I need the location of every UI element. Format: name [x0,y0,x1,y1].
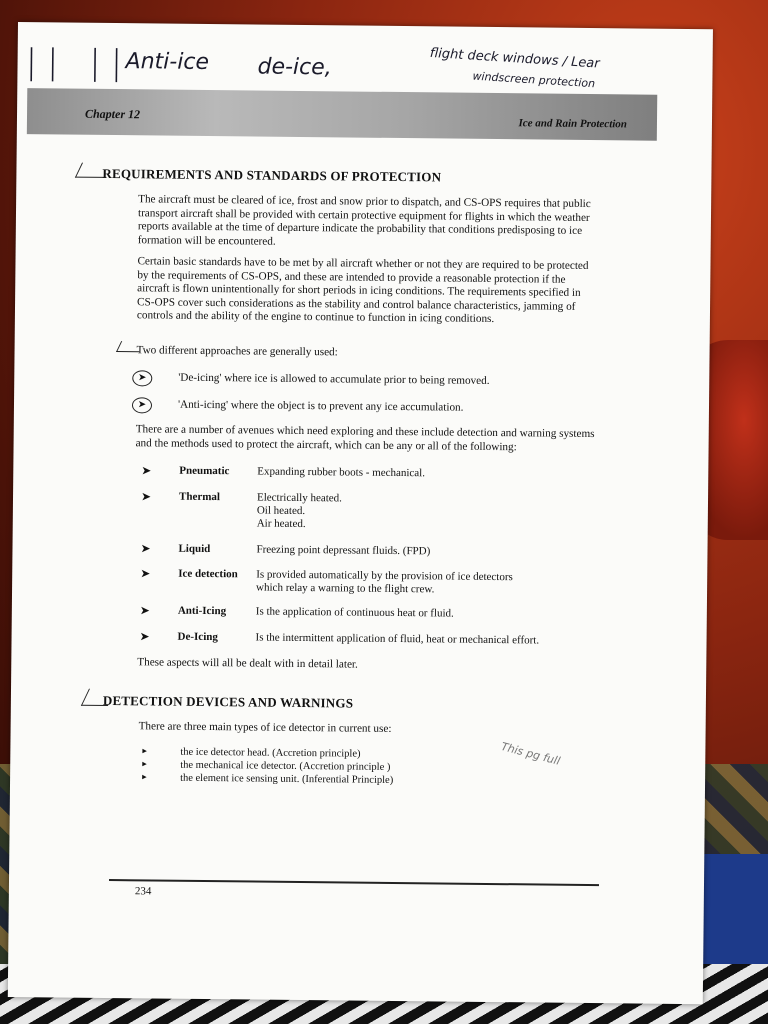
detection-intro: There are three main types of ice detector in current use: [138,720,392,735]
method-term: Anti-Icing [177,604,227,618]
method-term: Liquid [178,542,211,556]
paragraph-closing: These aspects will all be dealt with in detail later. [137,656,358,671]
chapter-label: Chapter 12 [84,106,141,122]
arrow-bullet-icon: ➤ [141,463,152,478]
handwritten-note-de-ice: de-ice, [257,54,332,81]
circled-arrow-icon: ➤ [132,370,152,386]
section-heading-requirements: REQUIREMENTS AND STANDARDS OF PROTECTION [102,165,442,185]
handwritten-note-flight-deck: flight deck windows / Lear [429,45,601,72]
arrow-bullet-icon: ➤ [139,603,150,618]
paragraph-clearance: The aircraft must be cleared of ice, frost and snow prior to dispatch, and CS-OPS requires that public transport aircraft shall be provided with certain protective equipment for flights in which the weather reports available at the time of departure indicate the probability that conditions predisposing to ice formation will be encountered. [137,193,591,248]
handwritten-margin-note: This pg full [499,740,562,768]
handwritten-marks: || || [25,42,133,84]
method-description: Electrically heated. Oil heated. Air heated. [256,491,342,531]
arrow-bullet-icon: ➤ [139,629,150,644]
method-description: Is the application of continuous heat or fluid. [255,605,454,620]
paragraph-standards: Certain basic standards have to be met by all aircraft whether or not they are required to be protected by the requirements of CS-OPS, and these are intended to provide a reasonable protection if the aircraft is flown unintentionally for short periods in icing conditions. The requirements specified in CS-OPS cover such considerations as the stability and control balance characteristics, jamming of controls and the ability of the engine to continue to function in icing conditions. [136,255,589,326]
method-term: De-Icing [177,630,218,644]
method-description: Is provided automatically by the provision of ice detectors which relay a warning to the flight crew. [256,568,513,596]
circled-arrow-icon: ➤ [132,397,152,413]
method-description: Freezing point depressant fluids. (FPD) [256,543,431,558]
approach-item: 'De-icing' where ice is allowed to accumulate prior to being removed. [178,371,490,387]
chapter-header-bar [27,88,657,141]
method-term: Thermal [178,490,221,504]
detector-item: the element ice sensing unit. (Inferential Principle) [180,772,394,786]
handwritten-note-anti-ice: Anti-ice [125,49,210,76]
section-heading-detection: DETECTION DEVICES AND WARNINGS [102,692,354,711]
paragraph-avenues: There are a number of avenues which need exploring and these include detection and warning systems and the methods used to protect the aircraft, which can be any or all of the following: [135,423,595,453]
arrow-bullet-icon: ➤ [140,489,152,504]
bullet-icon: ▸ [142,745,147,756]
detector-item: the ice detector head. (Accretion principle) [180,746,361,760]
document-page [8,22,713,1004]
approaches-intro: Two different approaches are generally used: [136,344,338,359]
arrow-bullet-icon: ➤ [140,541,151,556]
arrow-bullet-icon: ➤ [140,566,151,581]
bullet-icon: ▸ [142,771,147,782]
method-description: Expanding rubber boots - mechanical. [257,465,426,480]
method-term: Ice detection [178,567,238,581]
bullet-icon: ▸ [142,758,147,769]
page-number: 234 [134,885,152,898]
approach-item: 'Anti-icing' where the object is to prevent any ice accumulation. [177,398,464,414]
method-description: Is the intermittent application of fluid, heat or mechanical effort. [255,631,540,647]
detector-item: the mechanical ice detector. (Accretion principle ) [180,759,391,773]
chapter-title: Ice and Rain Protection [518,117,628,131]
footer-rule [109,879,599,886]
handwritten-note-windscreen: windscreen protection [472,69,596,91]
method-term: Pneumatic [179,464,230,478]
